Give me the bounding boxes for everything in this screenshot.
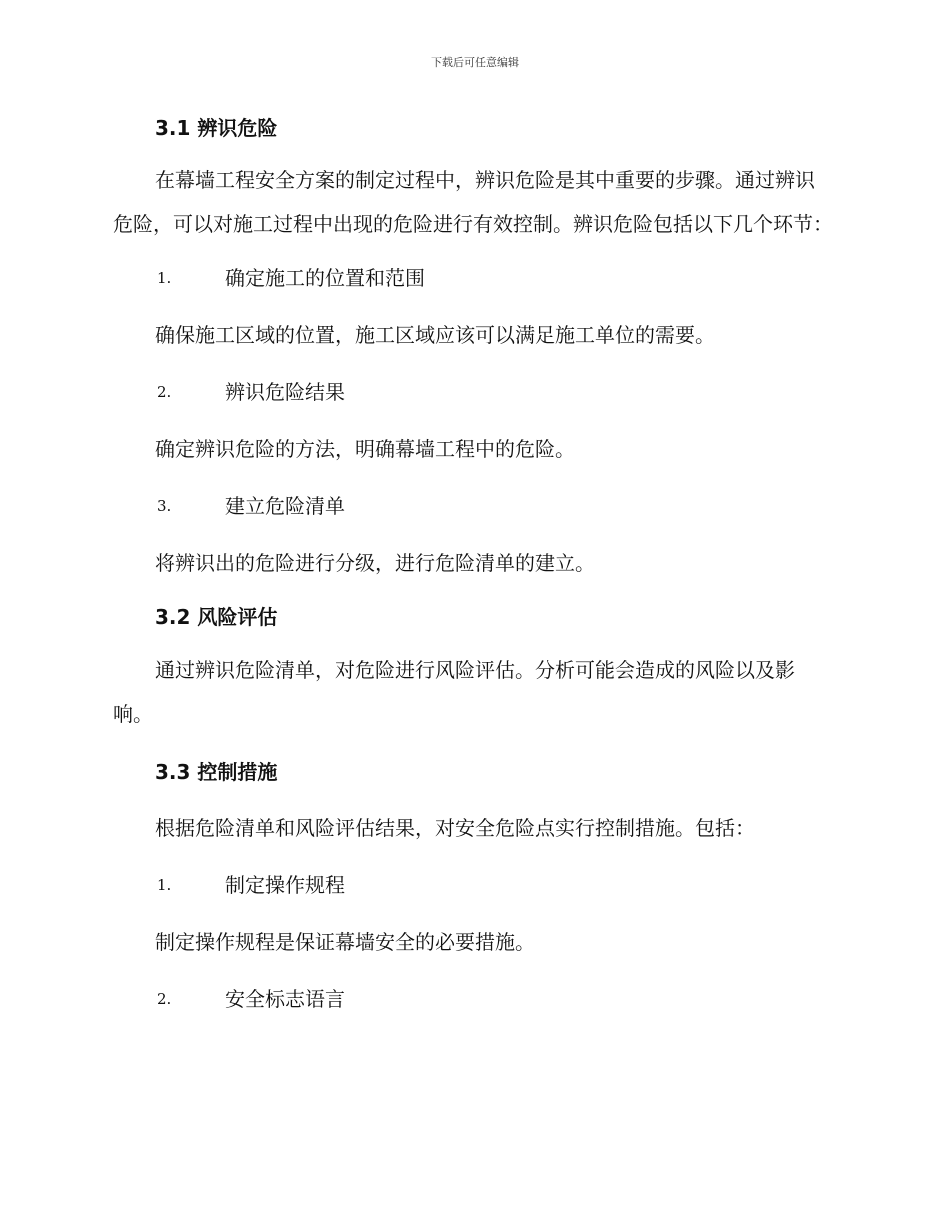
section-heading-3-2: 3.2 风险评估 xyxy=(155,605,278,629)
list-item-description: 确保施工区域的位置，施工区域应该可以满足施工单位的需要。 xyxy=(155,323,715,347)
list-label: 制定操作规程 xyxy=(225,873,345,897)
list-item xyxy=(113,865,833,905)
list-item-description: 制定操作规程是保证幕墙安全的必要措施。 xyxy=(155,930,535,954)
list-number: 2. xyxy=(157,383,172,401)
section-heading-3-3: 3.3 控制措施 xyxy=(155,760,278,784)
list-item-description: 确定辨识危险的方法，明确幕墙工程中的危险。 xyxy=(155,437,575,461)
list-item-description: 将辨识出的危险进行分级，进行危险清单的建立。 xyxy=(155,551,595,575)
list-label: 确定施工的位置和范围 xyxy=(225,266,425,290)
section-3-1-intro: 在幕墙工程安全方案的制定过程中，辨识危险是其中重要的步骤。通过辨识危险，可以对施工过程中出现的危险进行有效控制。辨识危险包括以下几个环节： xyxy=(113,168,833,236)
list-item xyxy=(113,979,833,1019)
list-number: 1. xyxy=(157,269,172,287)
list-item xyxy=(113,258,833,298)
list-number: 3. xyxy=(157,497,172,515)
list-label: 辨识危险结果 xyxy=(225,380,345,404)
list-item xyxy=(113,372,833,412)
section-heading-3-1: 3.1 辨识危险 xyxy=(155,116,278,140)
list-number: 1. xyxy=(157,876,172,894)
document-body xyxy=(113,110,833,1019)
list-item xyxy=(113,486,833,526)
page-header-note: 下载后可任意编辑 xyxy=(431,56,519,69)
list-label: 安全标志语言 xyxy=(225,987,345,1011)
list-number: 2. xyxy=(157,990,172,1008)
list-label: 建立危险清单 xyxy=(225,494,345,518)
section-3-2-intro: 通过辨识危险清单，对危险进行风险评估。分析可能会造成的风险以及影响。 xyxy=(113,658,795,726)
section-3-3-intro: 根据危险清单和风险评估结果，对安全危险点实行控制措施。包括： xyxy=(155,816,755,840)
